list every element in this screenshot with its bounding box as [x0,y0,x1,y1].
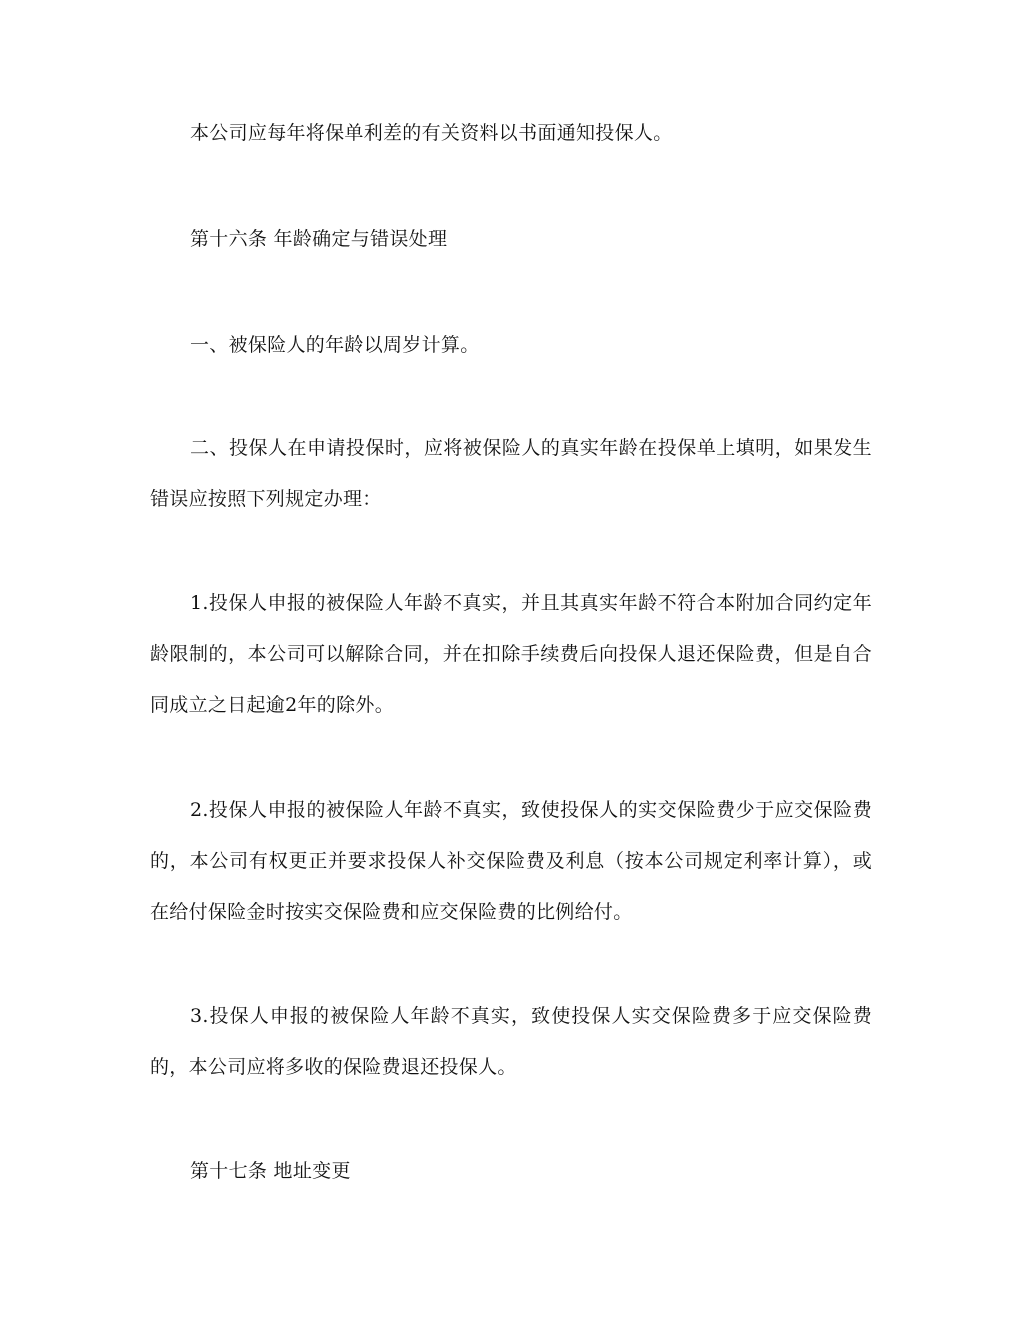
paragraph-interest-notice: 本公司应每年将保单利差的有关资料以书面通知投保人。 [190,122,673,144]
article-16-heading: 第十六条 年龄确定与错误处理 [190,228,448,250]
paragraph-rule-1: 1.投保人申报的被保险人年龄不真实，并且其真实年龄不符合本附加合同约定年龄限制的，本公司可以解除合同，并在扣除手续费后向投保人退还保险费，但是自合同成立之日起逾2年的除外。 [150,592,872,716]
paragraph-age-calculation: 一、被保险人的年龄以周岁计算。 [190,334,480,356]
article-17-heading: 第十七条 地址变更 [190,1160,351,1182]
paragraph-rule-3: 3.投保人申报的被保险人年龄不真实，致使投保人实交保险费多于应交保险费的，本公司应将多收的保险费退还投保人。 [150,1005,872,1078]
paragraph-age-declaration: 二、投保人在申请投保时，应将被保险人的真实年龄在投保单上填明，如果发生错误应按照下列规定办理： [150,437,872,510]
paragraph-rule-2: 2.投保人申报的被保险人年龄不真实，致使投保人的实交保险费少于应交保险费的，本公司有权更正并要求投保人补交保险费及利息（按本公司规定利率计算），或在给付保险金时按实交保险费和应交保险费的比例给付。 [150,799,872,923]
